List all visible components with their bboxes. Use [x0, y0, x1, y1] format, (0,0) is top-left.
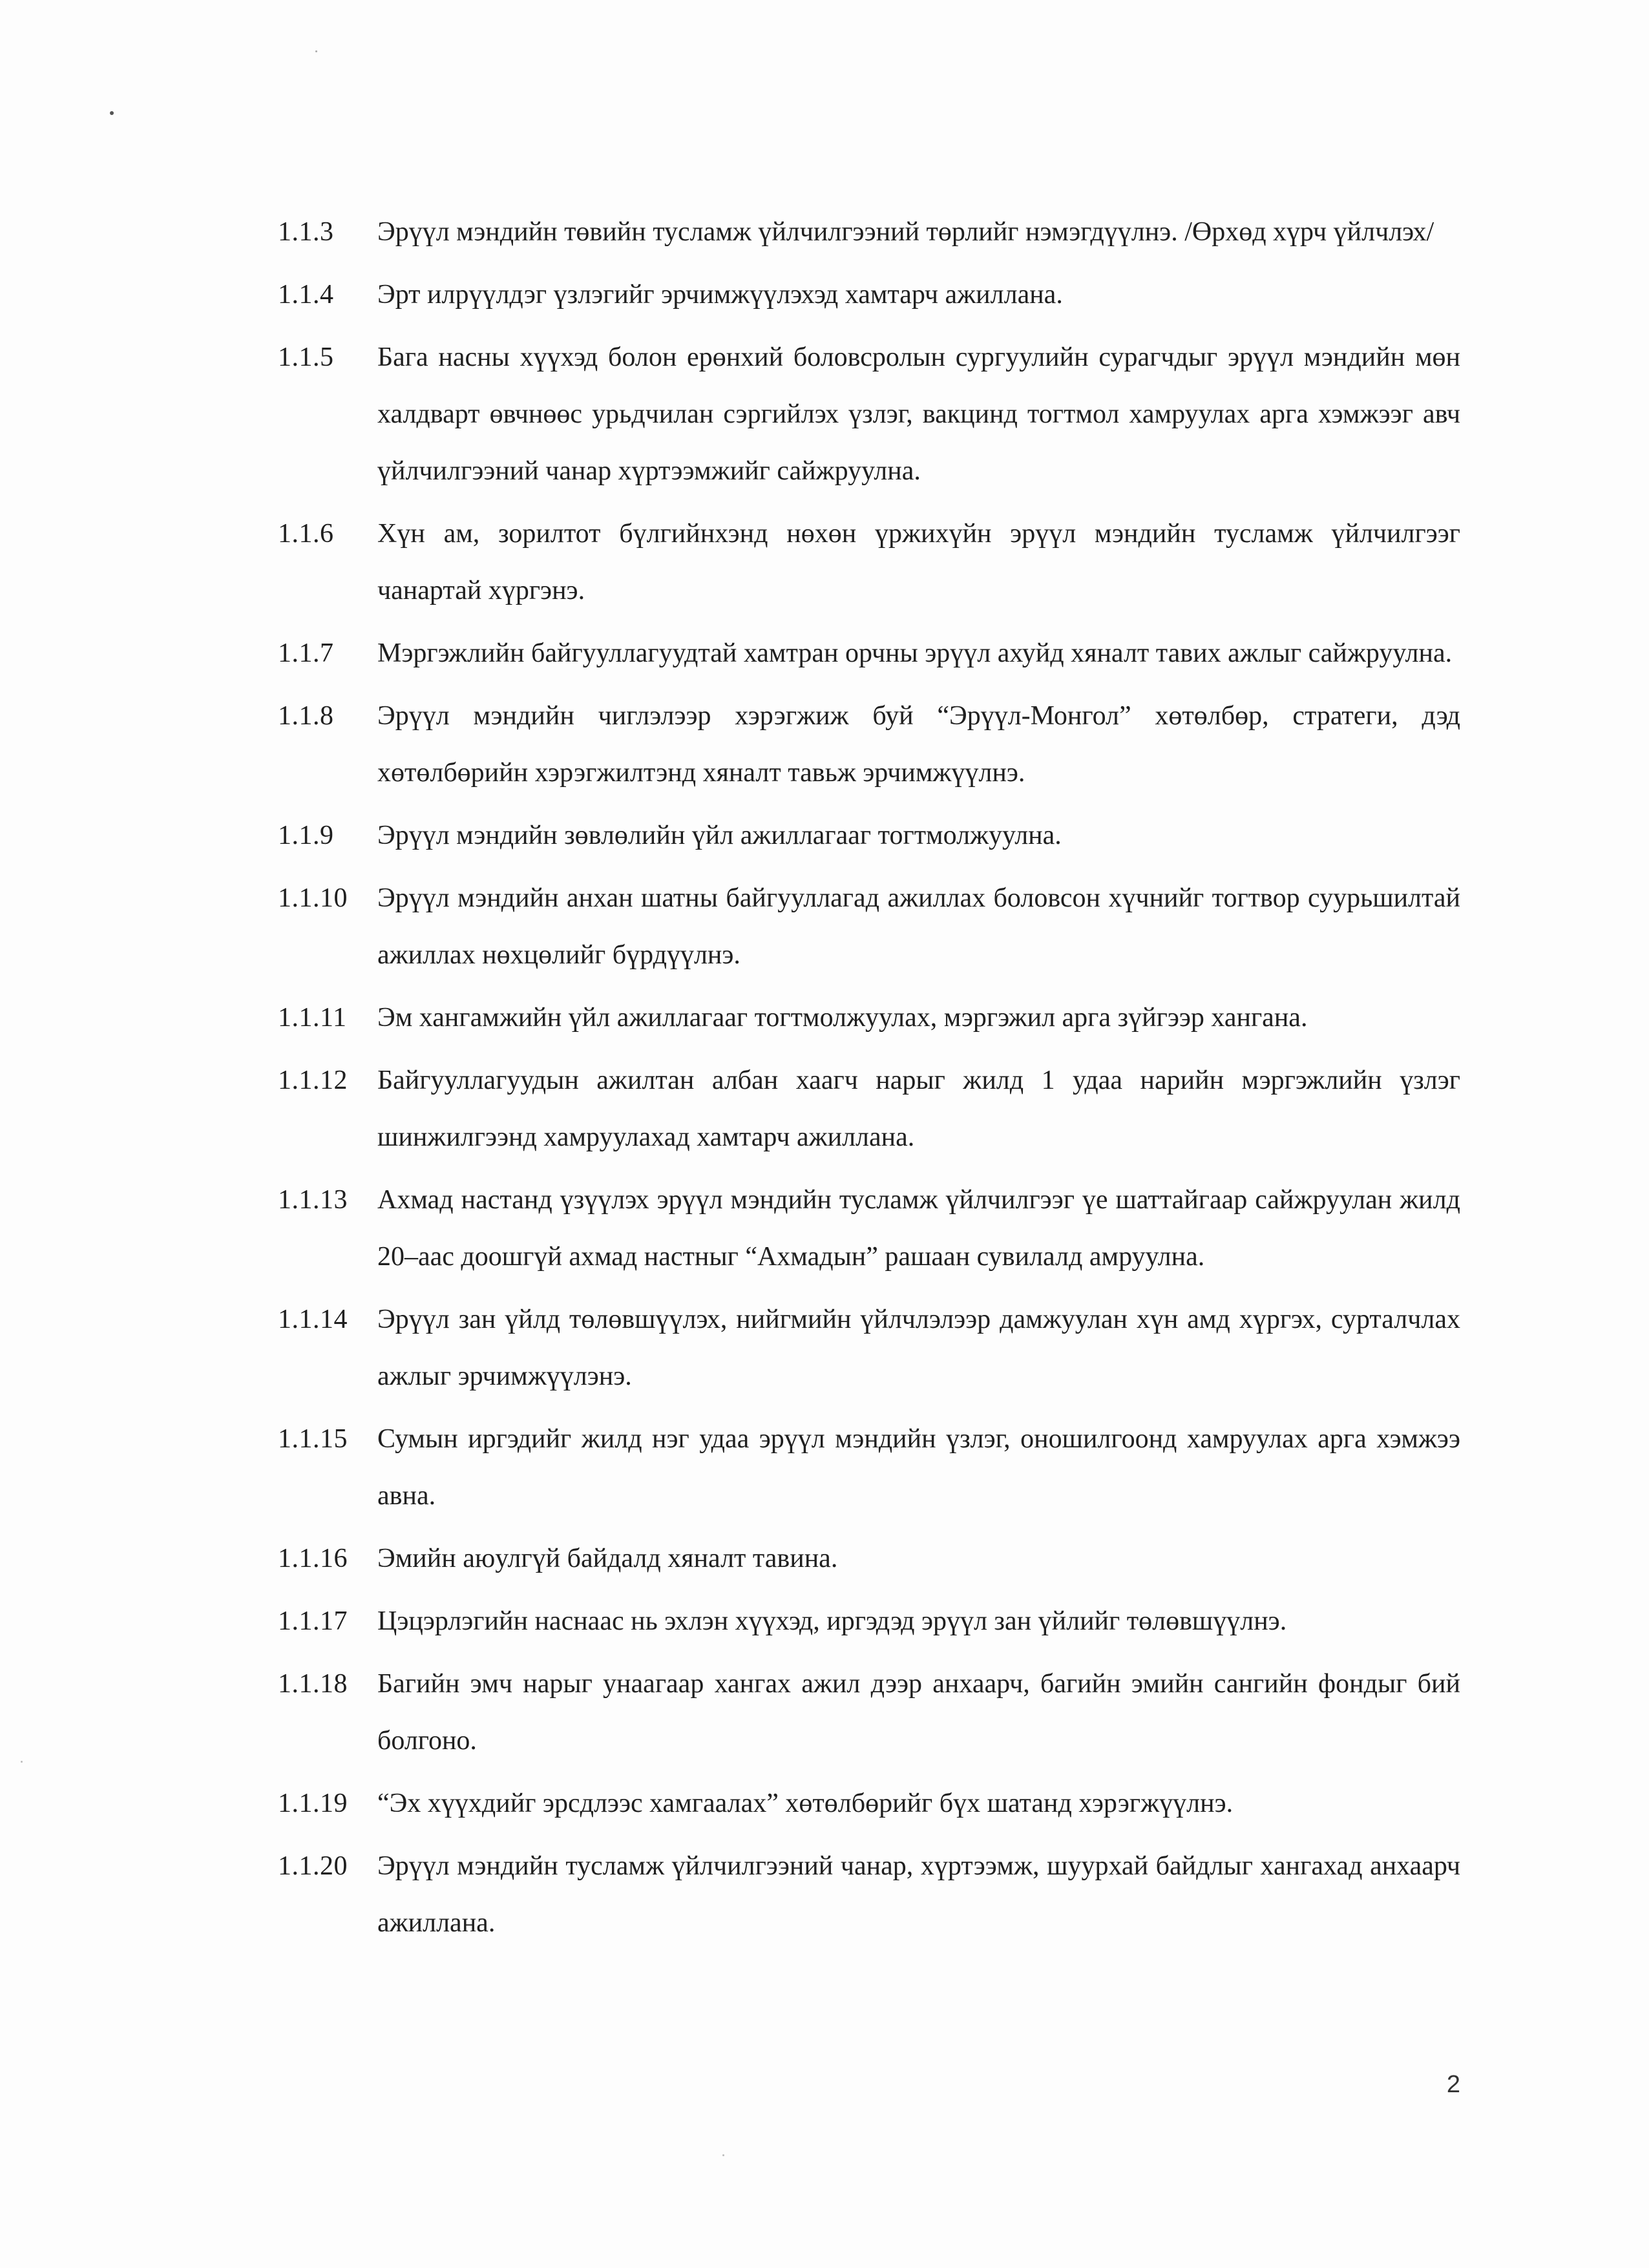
item-text: Эрүүл мэндийн тусламж үйлчилгээний чанар, хүртээмж, шуурхай байдлыг хангахад анхаарч ажиллана. [377, 1851, 1460, 1938]
item-number: 1.1.20 [278, 1851, 348, 1881]
item-text: Эрүүл мэндийн төвийн тусламж үйлчилгээний төрлийг нэмэгдүүлнэ. /Өрхөд хүрч үйлчлэх/ [377, 217, 1434, 247]
item-number: 1.1.10 [278, 883, 348, 913]
item-text: Эрт илрүүлдэг үзлэгийг эрчимжүүлэхэд хамтарч ажиллана. [377, 280, 1063, 310]
list-item [278, 204, 1460, 260]
list-item [278, 1593, 1460, 1650]
item-number: 1.1.12 [278, 1066, 348, 1095]
list-item [278, 329, 1460, 499]
item-number: 1.1.19 [278, 1789, 348, 1818]
item-text: Эрүүл мэндийн чиглэлээр хэрэгжиж буй “Эрүүл-Монгол” хөтөлбөр, стратеги, дэд хөтөлбөрийн хэрэгжилтэнд хяналт тавьж эрчимжүүлнэ. [377, 701, 1460, 788]
item-number: 1.1.18 [278, 1669, 348, 1699]
list-item [278, 625, 1460, 682]
list-item [278, 266, 1460, 323]
item-number: 1.1.6 [278, 519, 334, 549]
list-item [278, 505, 1460, 619]
scan-speck [110, 111, 114, 115]
item-number: 1.1.4 [278, 280, 334, 310]
item-number: 1.1.13 [278, 1185, 348, 1215]
item-number: 1.1.9 [278, 821, 334, 850]
item-number: 1.1.7 [278, 638, 334, 668]
list-item [278, 1411, 1460, 1524]
list-item [278, 1291, 1460, 1405]
list-item [278, 1052, 1460, 1166]
scan-speck [315, 50, 317, 52]
scan-speck [722, 2154, 724, 2156]
item-text: Цэцэрлэгийн наснаас нь эхлэн хүүхэд, иргэдэд эрүүл зан үйлийг төлөвшүүлнэ. [377, 1606, 1287, 1636]
item-number: 1.1.17 [278, 1606, 348, 1636]
item-number: 1.1.16 [278, 1544, 348, 1573]
item-number: 1.1.3 [278, 217, 334, 247]
item-list [278, 204, 1460, 1957]
page-number: 2 [1446, 2071, 1460, 2098]
item-text: Эрүүл мэндийн анхан шатны байгууллагад ажиллах боловсон хүчнийг тогтвор суурьшилтай ажиллах нөхцөлийг бүрдүүлнэ. [377, 883, 1460, 970]
list-item [278, 1530, 1460, 1587]
item-text: Ахмад настанд үзүүлэх эрүүл мэндийн тусламж үйлчилгээг үе шаттайгаар сайжруулан жилд 20–аас доошгүй ахмад настныг “Ахмадын” рашаан сувилалд амруулна. [377, 1185, 1460, 1272]
list-item [278, 1838, 1460, 1951]
item-text: Эмийн аюулгүй байдалд хяналт тавина. [377, 1544, 838, 1573]
item-text: “Эх хүүхдийг эрсдлээс хамгаалах” хөтөлбөрийг бүх шатанд хэрэгжүүлнэ. [377, 1789, 1234, 1818]
scan-speck [21, 1761, 23, 1763]
item-number: 1.1.5 [278, 342, 334, 372]
item-text: Байгууллагуудын ажилтан албан хаагч нарыг жилд 1 удаа нарийн мэргэжлийн үзлэг шинжилгээнд хамруулахад хамтарч ажиллана. [377, 1066, 1460, 1152]
list-item [278, 688, 1460, 801]
item-text: Мэргэжлийн байгууллагуудтай хамтран орчны эрүүл ахуйд хяналт тавих ажлыг сайжруулна. [377, 638, 1453, 668]
list-item [278, 989, 1460, 1046]
list-item [278, 1655, 1460, 1769]
item-text: Эм хангамжийн үйл ажиллагааг тогтмолжуулах, мэргэжил арга зүйгээр хангана. [377, 1003, 1308, 1033]
item-text: Багийн эмч нарыг унаагаар хангах ажил дээр анхаарч, багийн эмийн сангийн фондыг бий болгоно. [377, 1669, 1460, 1756]
item-text: Бага насны хүүхэд болон ерөнхий боловсролын сургуулийн сурагчдыг эрүүл мэндийн мөн халдварт өвчнөөс урьдчилан сэргийлэх үзлэг, вакцинд тогтмол хамруулах арга хэмжээг авч үйлчилгээний чанар хүртээмжийг сайжруулна. [377, 342, 1460, 486]
item-number: 1.1.15 [278, 1424, 348, 1454]
item-number: 1.1.11 [278, 1003, 347, 1033]
item-text: Эрүүл мэндийн зөвлөлийн үйл ажиллагааг тогтмолжуулна. [377, 821, 1062, 850]
item-text: Эрүүл зан үйлд төлөвшүүлэх, нийгмийн үйлчлэлээр дамжуулан хүн амд хүргэх, сурталчлах ажлыг эрчимжүүлэнэ. [377, 1305, 1460, 1391]
item-text: Сумын иргэдийг жилд нэг удаа эрүүл мэндийн үзлэг, оношилгоонд хамруулах арга хэмжээ авна. [377, 1424, 1460, 1511]
list-item [278, 1775, 1460, 1832]
list-item [278, 1171, 1460, 1285]
item-text: Хүн ам, зорилтот бүлгийнхэнд нөхөн үржихүйн эрүүл мэндийн тусламж үйлчилгээг чанартай хүргэнэ. [377, 519, 1460, 605]
list-item [278, 870, 1460, 983]
list-item [278, 807, 1460, 864]
item-number: 1.1.14 [278, 1305, 348, 1334]
item-number: 1.1.8 [278, 701, 334, 731]
